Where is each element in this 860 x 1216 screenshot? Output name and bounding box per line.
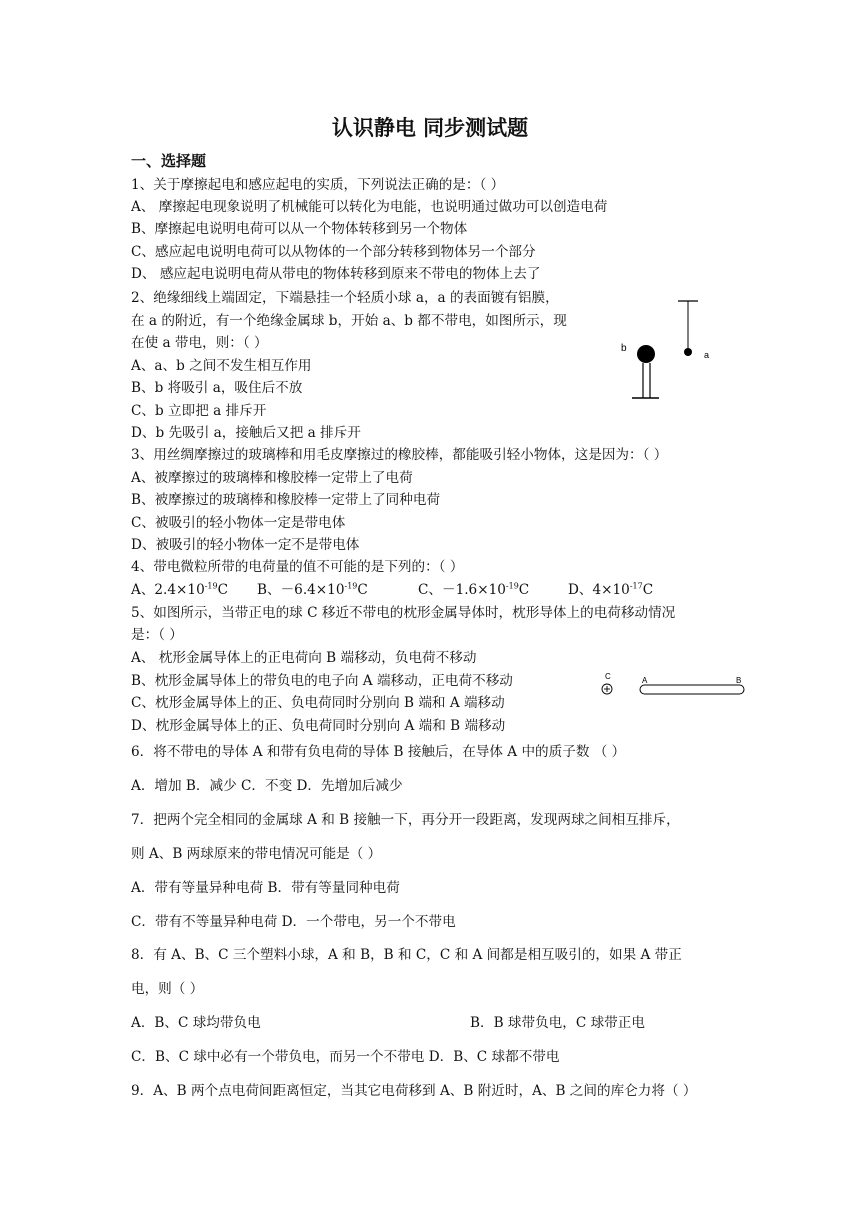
q7-options-cd: C．带有不等量异种电荷 D．一个带电，另一个不带电	[131, 914, 456, 930]
q2-stem-line1: 2、绝缘细线上端固定，下端悬挂一个轻质小球 a，a 的表面镀有铝膜，	[131, 290, 559, 306]
q5-option-d: D、枕形金属导体上的正、负电荷同时分别向 A 端和 B 端移动	[131, 718, 506, 734]
section-heading: 一、选择题	[131, 152, 207, 170]
q2-stem-line2: 在 a 的附近，有一个绝缘金属球 b，开始 a、b 都不带电，如图所示，现	[131, 313, 567, 329]
q1-stem: 1、关于摩擦起电和感应起电的实质，下列说法正确的是：（ ）	[131, 177, 505, 193]
pillow-conductor	[640, 685, 744, 694]
q8-option-b: B．B 球带负电，C 球带正电	[470, 1015, 645, 1031]
q7-stem-line1: 7．把两个完全相同的金属球 A 和 B 接触一下，再分开一段距离，发现两球之间相互排斥，	[131, 812, 680, 828]
ball-a	[684, 348, 692, 356]
q2-option-a: A、a、b 之间不发生相互作用	[131, 358, 312, 374]
q4-option-b: B、$-6.4\times 10^{-19}C$	[257, 581, 368, 598]
page-title: 认识静电 同步测试题	[331, 116, 529, 140]
q2-option-b: B、b 将吸引 a，吸住后不放	[131, 380, 303, 396]
q5-figure	[598, 670, 748, 702]
q8-stem-line1: 8．有 A、B、C 三个塑料小球，A 和 B，B 和 C，C 和 A 间都是相互吸引的，如果 A 带正	[131, 947, 682, 963]
label-b-end: B	[736, 676, 742, 685]
q1-option-b: B、摩擦起电说明电荷可以从一个物体转移到另一个物体	[131, 221, 468, 237]
q6-stem: 6．将不带电的导体 A 和带有负电荷的导体 B 接触后，在导体 A 中的质子数 （ ）	[131, 744, 626, 760]
q5-stem-line2: 是：（ ）	[131, 627, 183, 643]
q1-option-c: C、感应起电说明电荷可以从物体的一个部分转移到物体另一个部分	[131, 244, 536, 260]
q1-option-a: A、 摩擦起电现象说明了机械能可以转化为电能，也说明通过做功可以创造电荷	[131, 199, 608, 215]
q3-option-d: D、被吸引的轻小物体一定不是带电体	[131, 537, 360, 553]
q3-stem: 3、用丝绸摩擦过的玻璃棒和用毛皮摩擦过的橡胶棒，都能吸引轻小物体，这是因为：（ ）	[131, 447, 668, 463]
q3-option-a: A、被摩擦过的玻璃棒和橡胶棒一定带上了电荷	[131, 470, 413, 486]
q5-stem-line1: 5、如图所示，当带正电的球 C 移近不带电的枕形金属导体时，枕形导体上的电荷移动情况	[131, 605, 676, 621]
q4-option-d: D、$4\times 10^{-17}C$	[568, 581, 654, 598]
q2-option-c: C、b 立即把 a 排斥开	[131, 403, 267, 419]
q4-option-c: C、$-1.6\times 10^{-19}C$	[418, 581, 530, 598]
q8-options-cd: C．B、C 球中必有一个带负电，而另一个不带电 D．B、C 球都不带电	[131, 1049, 560, 1065]
q4-option-a: A、$2.4\times 10^{-19}C$	[131, 581, 229, 598]
label-c: C	[605, 672, 611, 681]
label-a-end: A	[642, 676, 648, 685]
label-b: b	[621, 343, 627, 354]
q2-figure	[612, 295, 732, 405]
q3-option-c: C、被吸引的轻小物体一定是带电体	[131, 515, 346, 531]
q4-options	[131, 581, 731, 599]
q2-stem-line3: 在使 a 带电，则：（ ）	[131, 335, 268, 351]
q9-stem: 9．A、B 两个点电荷间距离恒定，当其它电荷移到 A、B 附近时，A、B 之间的库仑力将（ ）	[131, 1083, 697, 1099]
q1-option-d: D、 感应起电说明电荷从带电的物体转移到原来不带电的物体上去了	[131, 266, 541, 282]
metal-ball-b	[637, 345, 655, 363]
q5-option-b: B、枕形金属导体上的带负电的电子向 A 端移动，正电荷不移动	[131, 673, 513, 689]
q7-options-ab: A．带有等量异种电荷 B．带有等量同种电荷	[131, 880, 400, 896]
label-a: a	[704, 350, 710, 360]
q6-options: A．增加 B．减少 C．不变 D．先增加后减少	[131, 778, 403, 794]
q2-option-d: D、b 先吸引 a，接触后又把 a 排斥开	[131, 425, 361, 441]
q8-stem-line2: 电，则（ ）	[131, 981, 204, 997]
q5-option-c: C、枕形金属导体上的正、负电荷同时分别向 B 端和 A 端移动	[131, 695, 505, 711]
q3-option-b: B、被摩擦过的玻璃棒和橡胶棒一定带上了同种电荷	[131, 492, 441, 508]
q5-option-a: A、 枕形金属导体上的正电荷向 B 端移动，负电荷不移动	[131, 650, 477, 666]
q8-option-a: A．B、C 球均带负电	[131, 1015, 261, 1031]
q7-stem-line2: 则 A、B 两球原来的带电情况可能是（ ）	[131, 846, 382, 862]
q4-stem: 4、带电微粒所带的电荷量的值不可能的是下列的：（ ）	[131, 559, 464, 575]
